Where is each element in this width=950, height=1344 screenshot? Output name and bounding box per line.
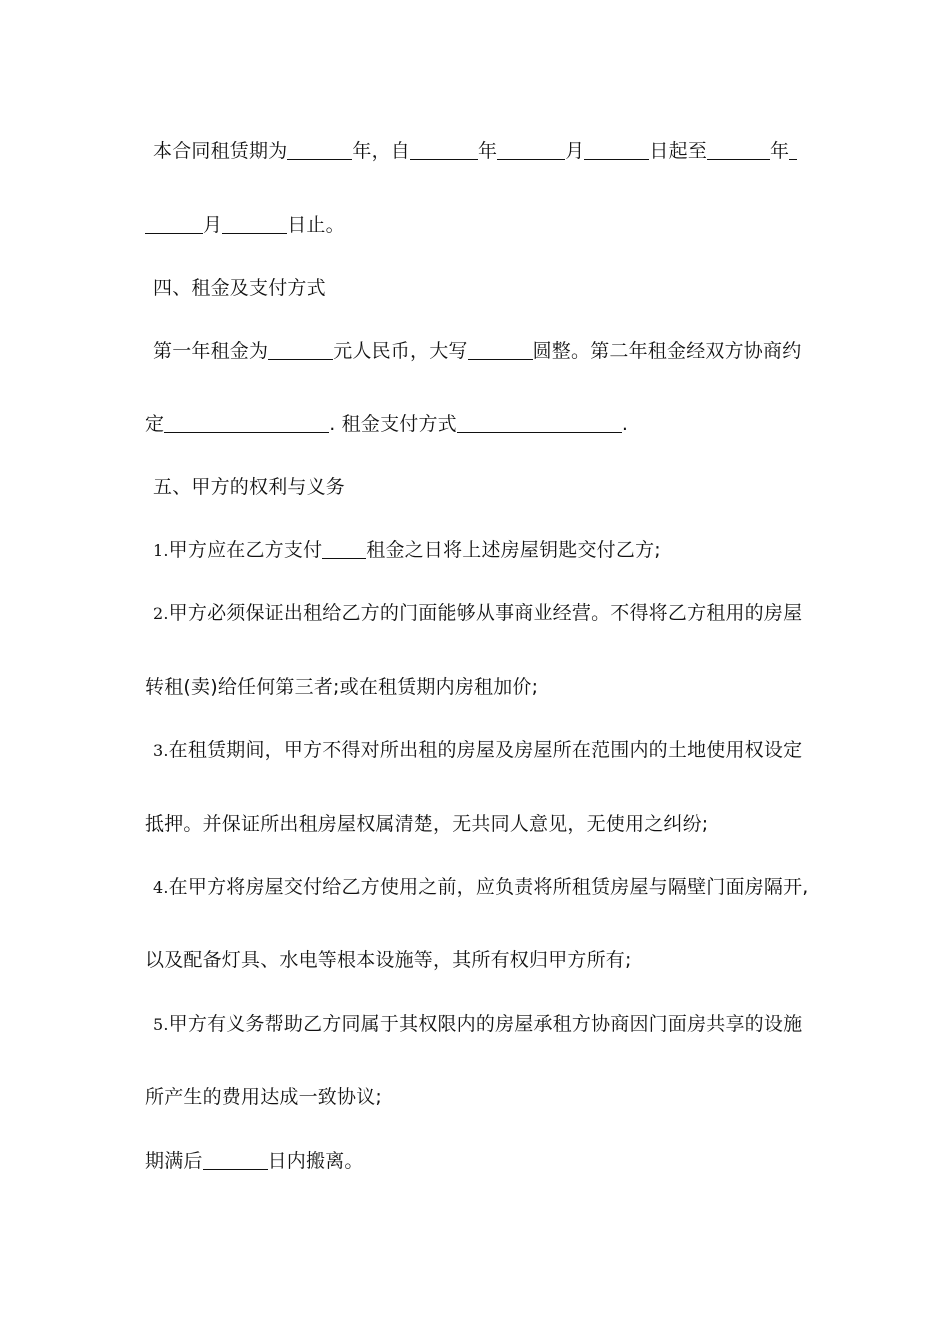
item-3-line-2: 抵押。并保证所出租房屋权属清楚，无共同人意见，无使用之纠纷;: [145, 813, 709, 835]
text-segment: 元人民币，大写: [333, 340, 468, 362]
text-segment: 甲方应在乙方支付: [168, 539, 323, 561]
item-number: 4.: [153, 878, 169, 897]
item-number: 1.: [153, 541, 169, 560]
item-number: 2.: [153, 604, 169, 623]
item-4-line-1: [153, 873, 809, 902]
text-segment: 日止。: [287, 214, 345, 236]
text-segment: 年: [770, 140, 790, 162]
text-segment: 在甲方将房屋交付给乙方使用之前，应负责将所租赁房屋与隔壁门面房隔开,: [168, 876, 809, 898]
section-4-heading: 四、租金及支付方式: [153, 277, 326, 299]
blank-field: [222, 211, 287, 234]
text-segment: 甲方有义务帮助乙方同属于其权限内的房屋承租方协商因门面房共享的设施: [168, 1013, 803, 1035]
text-segment: 期满后: [145, 1150, 203, 1172]
text-segment: 日内搬离。: [267, 1150, 364, 1172]
blank-field: [468, 337, 533, 360]
text-segment: 圆整。第二年租金经双方协商约: [532, 340, 802, 362]
blank-field: [457, 410, 622, 433]
blank-field: [497, 137, 565, 160]
text-segment: 定: [145, 413, 165, 435]
blank-field: [145, 211, 203, 234]
blank-field: [707, 137, 770, 160]
item-1-line: [153, 536, 661, 565]
rent-line-2: [145, 410, 628, 438]
lease-term-line-2: [145, 211, 345, 239]
text-segment: 租金之日将上述房屋钥匙交付乙方;: [366, 539, 661, 561]
text-segment: 年: [478, 140, 498, 162]
text-segment: 月: [203, 214, 223, 236]
item-2-line-1: [153, 599, 802, 628]
text-segment: 日起至: [649, 140, 708, 162]
blank-field: [584, 137, 649, 160]
blank-field: [203, 1147, 268, 1170]
item-4-line-2: 以及配备灯具、水电等根本设施等，其所有权归甲方所有;: [145, 949, 632, 971]
blank-field: [287, 137, 352, 160]
rent-line-1: [153, 337, 801, 365]
text-segment: 月: [565, 140, 585, 162]
move-out-line: [145, 1147, 364, 1175]
text-segment: . 租金支付方式: [329, 413, 457, 435]
text-segment: .: [621, 413, 629, 435]
lease-term-line-1: [153, 137, 797, 165]
text-segment: 甲方必须保证出租给乙方的门面能够从事商业经营。不得将乙方租用的房屋: [168, 602, 803, 624]
blank-field: [268, 337, 333, 360]
text-segment: 在租赁期间，甲方不得对所出租的房屋及房屋所在范围内的土地使用权设定: [168, 739, 803, 761]
blank-field: [410, 137, 478, 160]
section-5-heading: 五、甲方的权利与义务: [153, 476, 346, 498]
blank-field: [322, 536, 366, 559]
item-2-line-2: 转租(卖)给任何第三者;或在租赁期内房租加价;: [145, 676, 539, 698]
item-number: 3.: [153, 741, 169, 760]
item-3-line-1: [153, 736, 802, 765]
item-5-line-1: [153, 1010, 802, 1039]
text-segment: 本合同租赁期为: [153, 140, 288, 162]
item-5-line-2: 所产生的费用达成一致协议;: [145, 1086, 383, 1108]
blank-field: [164, 410, 329, 433]
text-segment: 年，自: [352, 140, 411, 162]
blank-field: [789, 137, 797, 160]
item-number: 5.: [153, 1015, 169, 1034]
text-segment: 第一年租金为: [153, 340, 269, 362]
